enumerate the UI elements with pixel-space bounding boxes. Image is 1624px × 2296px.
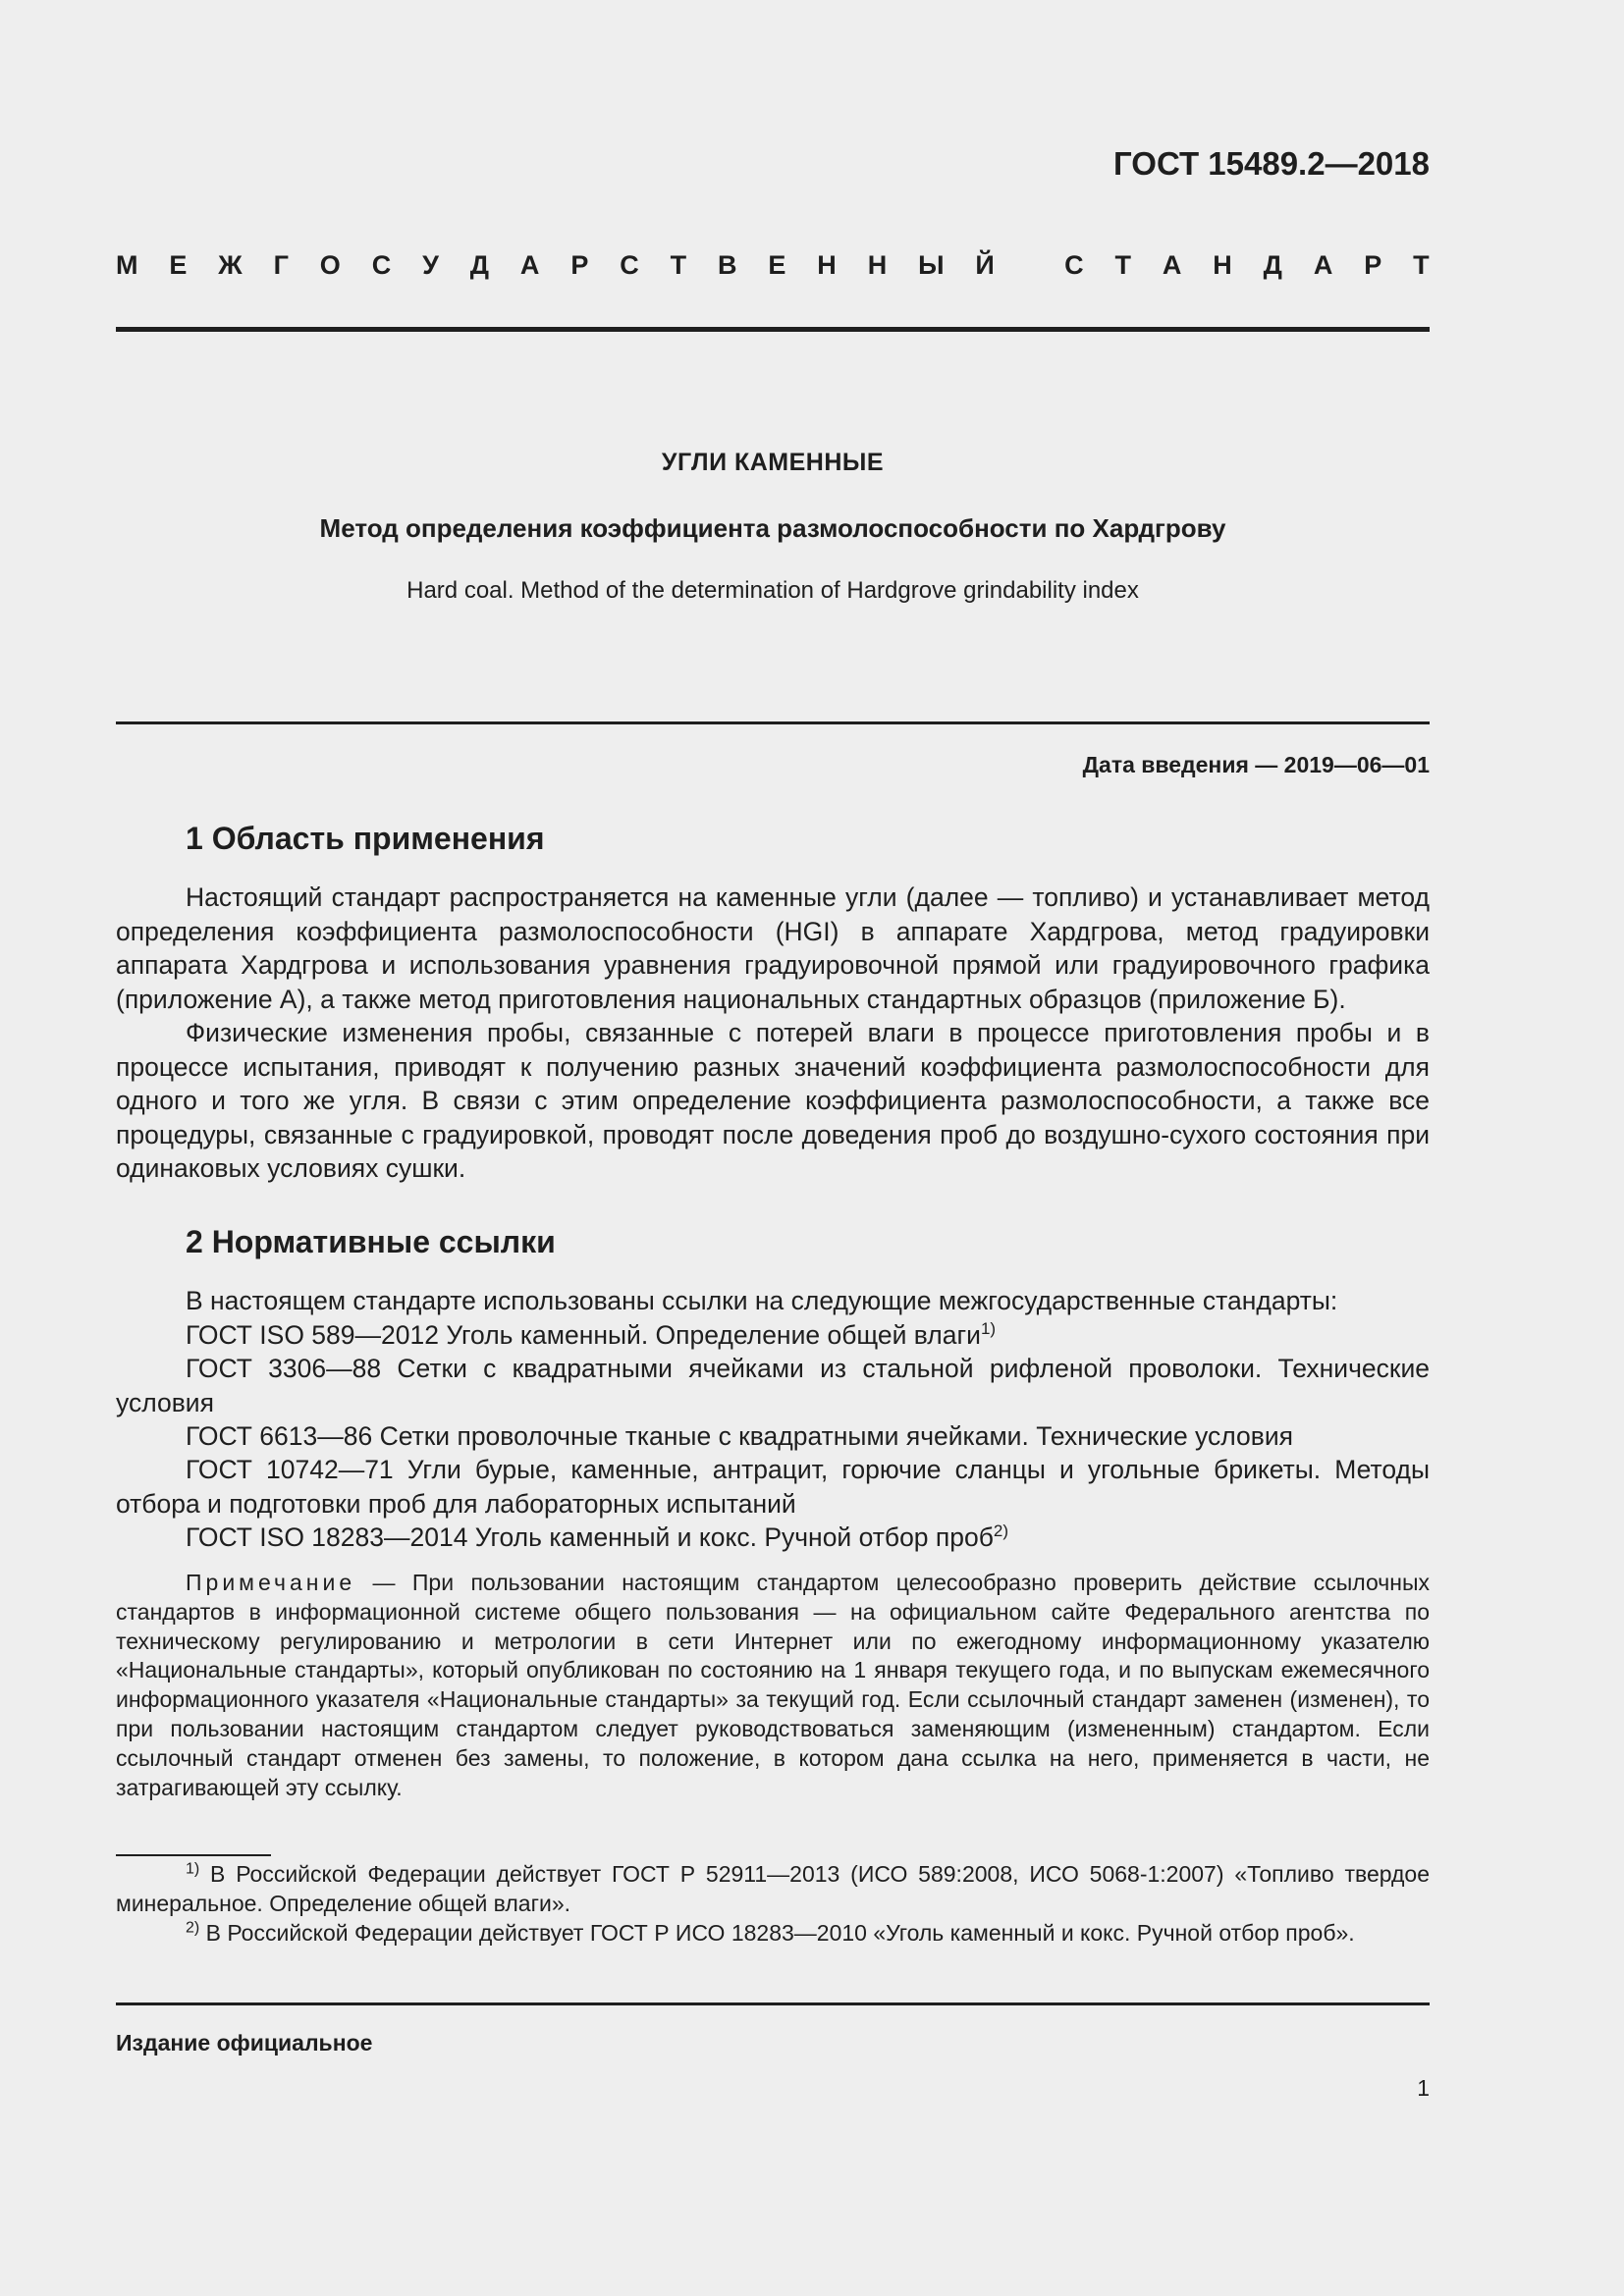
- title-subtitle: Метод определения коэффициента размолоспособности по Хардгрову: [319, 513, 1226, 543]
- section-1-paragraph-1: Настоящий стандарт распространяется на каменные угли (далее — топливо) и устанавливает метод определения коэффициента размолоспособности (HGI) в аппарате Хардгрова, метод градуировки аппарата Хардгрова и использования уравнения градуировочной прямой или градуировочного графика (приложение А), а также метод приготовления национальных стандартных образцов (приложение Б).: [116, 882, 1430, 1014]
- banner-letter: Р: [570, 250, 589, 280]
- reference-item: ГОСТ 10742—71 Угли бурые, каменные, антрацит, горючие сланцы и угольные брикеты. Методы отбора и подготовки проб для лабораторных испытаний: [116, 1455, 1430, 1519]
- banner-gap: [1026, 250, 1034, 281]
- banner-letter: Т: [1413, 250, 1430, 280]
- title-main: УГЛИ КАМЕННЫЕ: [661, 449, 885, 476]
- banner-letter: Н: [817, 250, 837, 280]
- reference-item: ГОСТ 6613—86 Сетки проволочные тканые с квадратными ячейками. Технические условия: [186, 1421, 1293, 1451]
- banner-letter: Ы: [918, 250, 945, 280]
- footnote-marker: 1): [980, 1319, 997, 1339]
- title-rule: [116, 721, 1430, 724]
- banner-letter: А: [1162, 250, 1182, 280]
- reference-item: ГОСТ ISO 589—2012 Уголь каменный. Определение общей влаги$^{1)}$: [186, 1319, 997, 1350]
- interstate-standard-banner: [116, 250, 1430, 281]
- banner-letter: Д: [469, 250, 490, 280]
- banner-letter: С: [1064, 250, 1084, 280]
- footnote-1: $^{1)}$ В Российской Федерации действует ГОСТ Р 52911—2013 (ИСО 589:2008, ИСО 5068-1:2007) «Топливо твердое минеральное. Определение общей влаги».: [116, 1860, 1430, 1916]
- banner-letter: Н: [867, 250, 888, 280]
- official-edition-label: Издание официальное: [116, 2030, 373, 2056]
- references-intro: В настоящем стандарте использованы ссылки на следующие межгосударственные стандарты:: [186, 1286, 1338, 1315]
- banner-letter: Е: [169, 250, 188, 280]
- banner-letter: Д: [1263, 250, 1282, 280]
- note-text: — При пользовании настоящим стандартом целесообразно проверить действие ссылочных стандартов в информационной системе общего пользования — на официальном сайте Федерального агентства по техническому регулированию и метрологии в сети Интернет или по ежегодному информационному указателю «Национальные стандарты», который опубликован по состоянию на 1 января текущего года, и по выпускам ежемесячного информационного указателя «Национальные стандарты» за текущий год. Если ссылочный стандарт заменен (изменен), то при пользовании настоящим стандартом следует руководствоваться заменяющим (измененным) стандартом. Если ссылочный стандарт отменен без замены, то положение, в котором дана ссылка на него, применяется в части, не затрагивающей эту ссылку.: [116, 1570, 1430, 1800]
- header-rule: [116, 327, 1430, 332]
- banner-letter: Т: [670, 250, 687, 280]
- banner-letter: А: [1313, 250, 1333, 280]
- title-english: Hard coal. Method of the determination of Hardgrove grindability index: [406, 577, 1139, 604]
- banner-letter: Й: [975, 250, 995, 280]
- section-1-paragraph-2: Физические изменения пробы, связанные с потерей влаги в процессе приготовления пробы и в процессе испытания, приводят к получению разных значений коэффициента размолоспособности для одного и того же угля. В связи с этим определение коэффициента размолоспособности, а также все процедуры, связанные с градуировкой, проводят после доведения проб до воздушно-сухого состояния при одинаковых условиях сушки.: [116, 1018, 1430, 1183]
- banner-letter: С: [371, 250, 392, 280]
- section-1-heading: 1 Область применения: [186, 821, 545, 856]
- document-number: ГОСТ 15489.2—2018: [1113, 145, 1430, 182]
- note-label: Примечание: [186, 1570, 356, 1595]
- section-2-heading: 2 Нормативные ссылки: [186, 1224, 556, 1259]
- introduction-date: Дата введения — 2019—06—01: [1082, 752, 1430, 777]
- banner-letter: С: [620, 250, 639, 280]
- banner-letter: Е: [768, 250, 786, 280]
- banner-letter: Н: [1213, 250, 1232, 280]
- banner-letter: М: [116, 250, 138, 280]
- banner-letter: Т: [1114, 250, 1131, 280]
- banner-letter: В: [718, 250, 737, 280]
- footnote-marker: 2): [993, 1522, 1009, 1541]
- banner-letter: А: [519, 250, 540, 280]
- footnote-separator: [116, 1854, 271, 1856]
- banner-letter: О: [319, 250, 341, 280]
- banner-letter: Г: [273, 250, 289, 280]
- footer-rule: [116, 2002, 1430, 2005]
- page-number: 1: [1417, 2075, 1430, 2101]
- footnote-2: $^{2)}$ В Российской Федерации действует ГОСТ Р ИСО 18283—2010 «Уголь каменный и кокс. Ручной отбор проб».: [186, 1919, 1355, 1946]
- reference-item: ГОСТ 3306—88 Сетки с квадратными ячейками из стальной рифленой проволоки. Технические условия: [116, 1354, 1430, 1417]
- reference-item: ГОСТ ISO 18283—2014 Уголь каменный и кокс. Ручной отбор проб$^{2)}$: [186, 1522, 1009, 1552]
- banner-letter: У: [422, 250, 439, 280]
- note-paragraph: [116, 1569, 1430, 1802]
- banner-letter: Р: [1364, 250, 1382, 280]
- banner-letter: Ж: [218, 250, 243, 280]
